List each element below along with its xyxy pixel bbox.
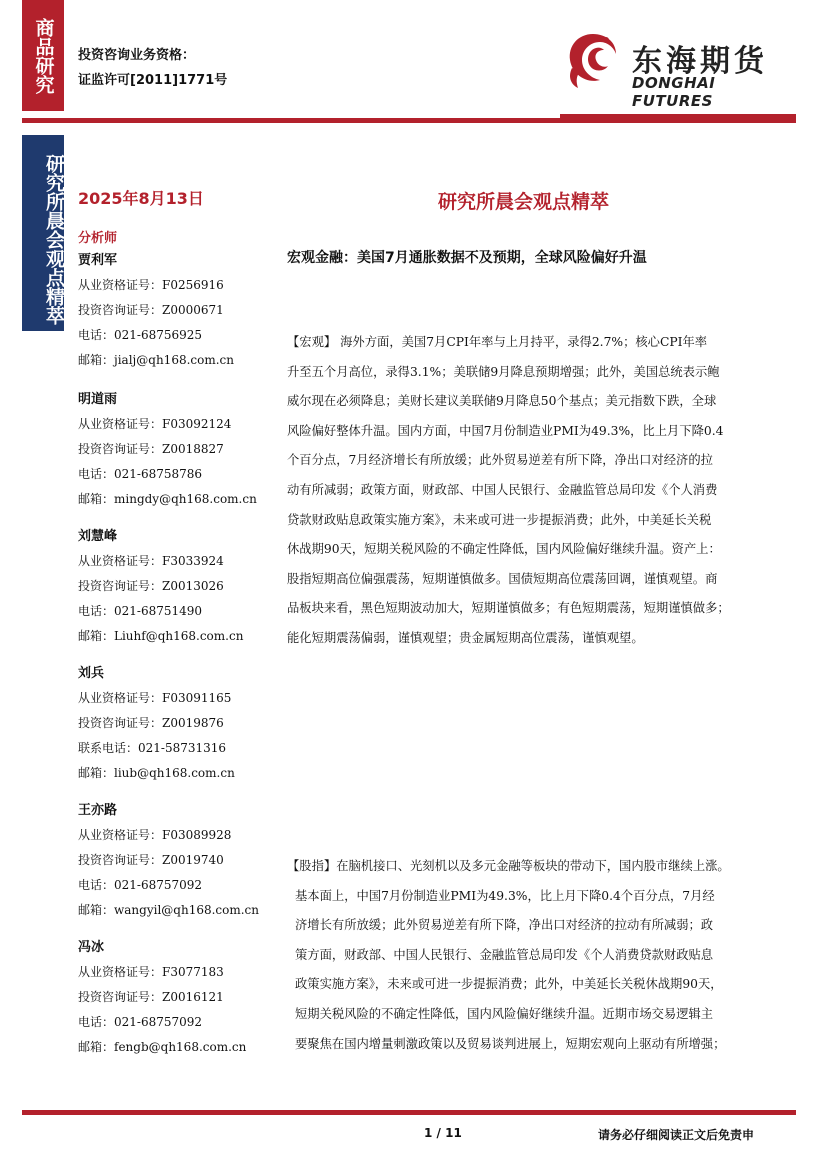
- analyst-phone: 电话：021-68758786: [78, 467, 203, 481]
- paragraph-line: 基本面上，中国7月份制造业PMI为49.3%，比上月下降0.4个百分点，7月经: [295, 888, 715, 903]
- analyst-phone: 电话：021-68757092: [78, 1015, 203, 1029]
- paragraph-stock-index: [287, 852, 795, 1059]
- analyst-consult-license: 投资咨询证号：Z0019876: [78, 716, 224, 730]
- analyst-card: [78, 798, 273, 923]
- header-divider-accent: [560, 114, 796, 118]
- analyst-consult-license: 投资咨询证号：Z0018827: [78, 442, 224, 456]
- analyst-license: 从业资格证号：F03092124: [78, 417, 232, 431]
- analyst-license: 从业资格证号：F0256916: [78, 278, 224, 292]
- analyst-consult-license: 投资咨询证号：Z0016121: [78, 990, 224, 1004]
- footer-disclaimer: 请务必仔细阅读正文后免责申: [598, 1128, 755, 1142]
- analyst-license: 从业资格证号：F3077183: [78, 965, 224, 979]
- side-tab-main-label: 研究所晨会观点精萃: [43, 153, 65, 325]
- side-tab-top-label: 商品研究: [32, 17, 55, 94]
- paragraph-line: 政策实施方案》，未来或可进一步提振消费；此外，中美延长关税休战期90天，: [295, 977, 723, 992]
- qualification-line-1: 投资咨询业务资格：: [78, 48, 196, 63]
- report-title: 研究所晨会观点精萃: [438, 191, 610, 213]
- qualification-block: [78, 43, 227, 93]
- paragraph-tag: 【宏观】: [287, 335, 337, 349]
- analyst-email: 邮箱：fengb@qh168.com.cn: [78, 1040, 247, 1054]
- side-tab-commodity-research: [22, 0, 64, 111]
- paragraph-line: 在脑机接口、光刻机以及多元金融等板块的带动下，国内股市继续上涨。: [336, 859, 730, 873]
- paragraph-line: 升至五个月高位，录得3.1%；美联储9月降息预期增强；此外，美国总统表示鲍: [287, 364, 720, 379]
- paragraph-line: 个百分点，7月经济增长有所放缓；此外贸易逆差有所下降，净出口对经济的拉: [287, 453, 713, 468]
- analyst-email: 邮箱：mingdy@qh168.com.cn: [78, 492, 257, 506]
- paragraph-line: 休战期90天，短期关税风险的不确定性降低，国内风险偏好继续升温。资产上：: [287, 542, 721, 557]
- paragraph-line: 短期关税风险的不确定性降低，国内风险偏好继续升温。近期市场交易逻辑主: [295, 1006, 714, 1021]
- analyst-email: 邮箱：Liuhf@qh168.com.cn: [78, 629, 244, 643]
- analyst-consult-license: 投资咨询证号：Z0000671: [78, 303, 224, 317]
- analyst-name: 明道雨: [78, 392, 118, 407]
- analyst-email: 邮箱：liub@qh168.com.cn: [78, 766, 235, 780]
- paragraph-line: 济增长有所放缓；此外贸易逆差有所下降，净出口对经济的拉动有所减弱；政: [295, 918, 714, 933]
- analyst-license: 从业资格证号：F03091165: [78, 691, 232, 705]
- logo-english-name: DONGHAI FUTURES: [632, 74, 716, 110]
- analyst-card: [78, 661, 273, 786]
- footer-divider: [22, 1110, 796, 1115]
- analyst-name: 贾利军: [78, 253, 118, 268]
- analyst-license: 从业资格证号：F03089928: [78, 828, 232, 842]
- analyst-email: 邮箱：jialj@qh168.com.cn: [78, 353, 234, 367]
- paragraph-line: 股指短期高位偏强震荡，短期谨慎做多。国债短期高位震荡回调，谨慎观望。商: [287, 571, 718, 586]
- analyst-consult-license: 投资咨询证号：Z0019740: [78, 853, 224, 867]
- analyst-phone: 电话：021-68757092: [78, 878, 203, 892]
- paragraph-tag: 【股指】: [287, 859, 337, 873]
- analyst-card: [78, 387, 273, 512]
- paragraph-line: 能化短期震荡偏弱，谨慎观望；贵金属短期高位震荡，谨慎观望。: [287, 630, 644, 645]
- paragraph-line: 要聚焦在国内增量刺激政策以及贸易谈判进展上，短期宏观向上驱动有所增强；: [295, 1036, 726, 1051]
- report-date: 2025年8月13日: [78, 189, 204, 208]
- section-title: 宏观金融：美国7月通胀数据不及预期，全球风险偏好升温: [287, 250, 647, 266]
- analyst-license: 从业资格证号：F3033924: [78, 554, 224, 568]
- qualification-line-2: 证监许可[2011]1771号: [78, 73, 228, 88]
- company-logo: [560, 28, 800, 110]
- paragraph-line: 威尔现在必须降息；美财长建议美联储9月降息50个基点；美元指数下跌，全球: [287, 394, 717, 409]
- analyst-phone: 电话：021-68756925: [78, 328, 203, 342]
- analyst-email: 邮箱：wangyil@qh168.com.cn: [78, 903, 260, 917]
- analyst-card: [78, 935, 273, 1060]
- paragraph-line: 贷款财政贴息政策实施方案》，未来或可进一步提振消费；此外，中美延长关税: [287, 512, 712, 527]
- analyst-label: 分析师: [78, 231, 118, 246]
- logo-chinese-name: 东海期货: [632, 44, 768, 79]
- analyst-card: [78, 248, 273, 373]
- analyst-name: 刘慧峰: [78, 529, 118, 544]
- page-number: 1 / 11: [424, 1126, 462, 1140]
- analyst-name: 刘兵: [78, 666, 105, 681]
- paragraph-line: 策方面，财政部、中国人民银行、金融监管总局印发《个人消费贷款财政贴息: [295, 947, 714, 962]
- analyst-consult-license: 投资咨询证号：Z0013026: [78, 579, 224, 593]
- paragraph-line: 品板块来看，黑色短期波动加大，短期谨慎做多；有色短期震荡，短期谨慎做多；: [287, 601, 730, 616]
- side-tab-morning-meeting: [22, 135, 64, 331]
- analyst-name: 冯冰: [78, 940, 105, 955]
- analyst-card: [78, 524, 273, 649]
- paragraph-line: 风险偏好整体升温。国内方面，中国7月份制造业PMI为49.3%，比上月下降0.4: [287, 423, 724, 438]
- analyst-phone: 电话：021-68751490: [78, 604, 203, 618]
- header-divider: [22, 118, 796, 123]
- analyst-phone: 联系电话：021-58731316: [78, 741, 227, 755]
- analyst-name: 王亦路: [78, 803, 118, 818]
- dragon-logo-icon: [560, 28, 626, 94]
- paragraph-macro: [287, 328, 795, 654]
- paragraph-line: 动有所减弱；政策方面，财政部、中国人民银行、金融监管总局印发《个人消费: [287, 482, 718, 497]
- paragraph-line: 海外方面，美国7月CPI年率与上月持平，录得2.7%；核心CPI年率: [340, 335, 708, 349]
